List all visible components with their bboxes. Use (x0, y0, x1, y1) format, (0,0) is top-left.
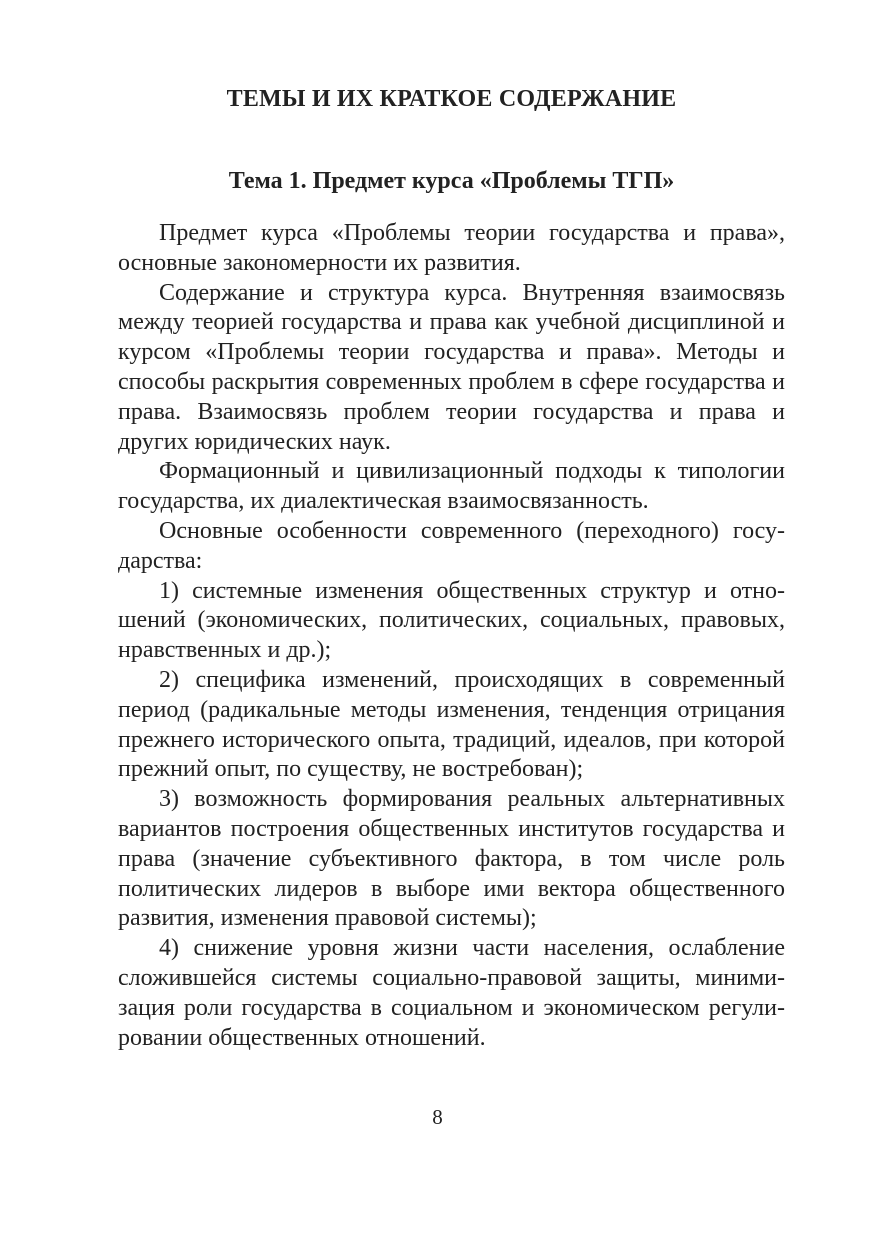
page-number: 8 (432, 1105, 443, 1129)
list-item-2: 2) специфика изменений, происходящих в современный период (радикальные методы изменения, тенденция отрицания прежнего исторического опыта, традиций, идеалов, при которой прежний опыт, по существу, не востребован); (118, 666, 785, 783)
section-title: ТЕМЫ И ИХ КРАТКОЕ СОДЕРЖАНИЕ (226, 86, 677, 112)
list-item-3: 3) возможность формирования реальных альтернативных вариантов построения общественных институтов государства и права (значение субъективного фактора, в том числе роль политических лидеров в выборе ими вектора общественного развития, изменения правовой системы); (118, 786, 785, 932)
paragraph-course-structure: Содержание и структура курса. Внутренняя взаимосвязь между теорией государства и права как учебной дисциплиной и курсом «Проблемы теории государства и права». Методы и способы раскрытия современных проблем в сфере государства и права. Взаимосвязь проблем теории государства и права и других юридических наук. (118, 279, 785, 455)
list-item-1: 1) системные изменения общественных структур и отношений (экономических, политических, социальных, правовых, нравственных и др.); (118, 577, 785, 664)
paragraph-course-subject: Предмет курса «Проблемы теории государства и права», основные закономерности их развития. (118, 220, 785, 276)
body-text (118, 219, 785, 1053)
paragraph-typology-approaches: Формационный и цивилизационный подходы к типологии государства, их диалектическая взаимосвязанность. (118, 458, 785, 515)
topic-title: Тема 1. Предмет курса «Проблемы ТГП» (228, 168, 675, 194)
paragraph-state-features-intro: Основные особенности современного (переходного) государства: (118, 517, 785, 574)
list-item-4: 4) снижение уровня жизни части населения, ослабление сложившейся системы социально-правовой защиты, минимизация роли государства в социальном и экономическом регулировании общественных отношений. (118, 935, 785, 1051)
